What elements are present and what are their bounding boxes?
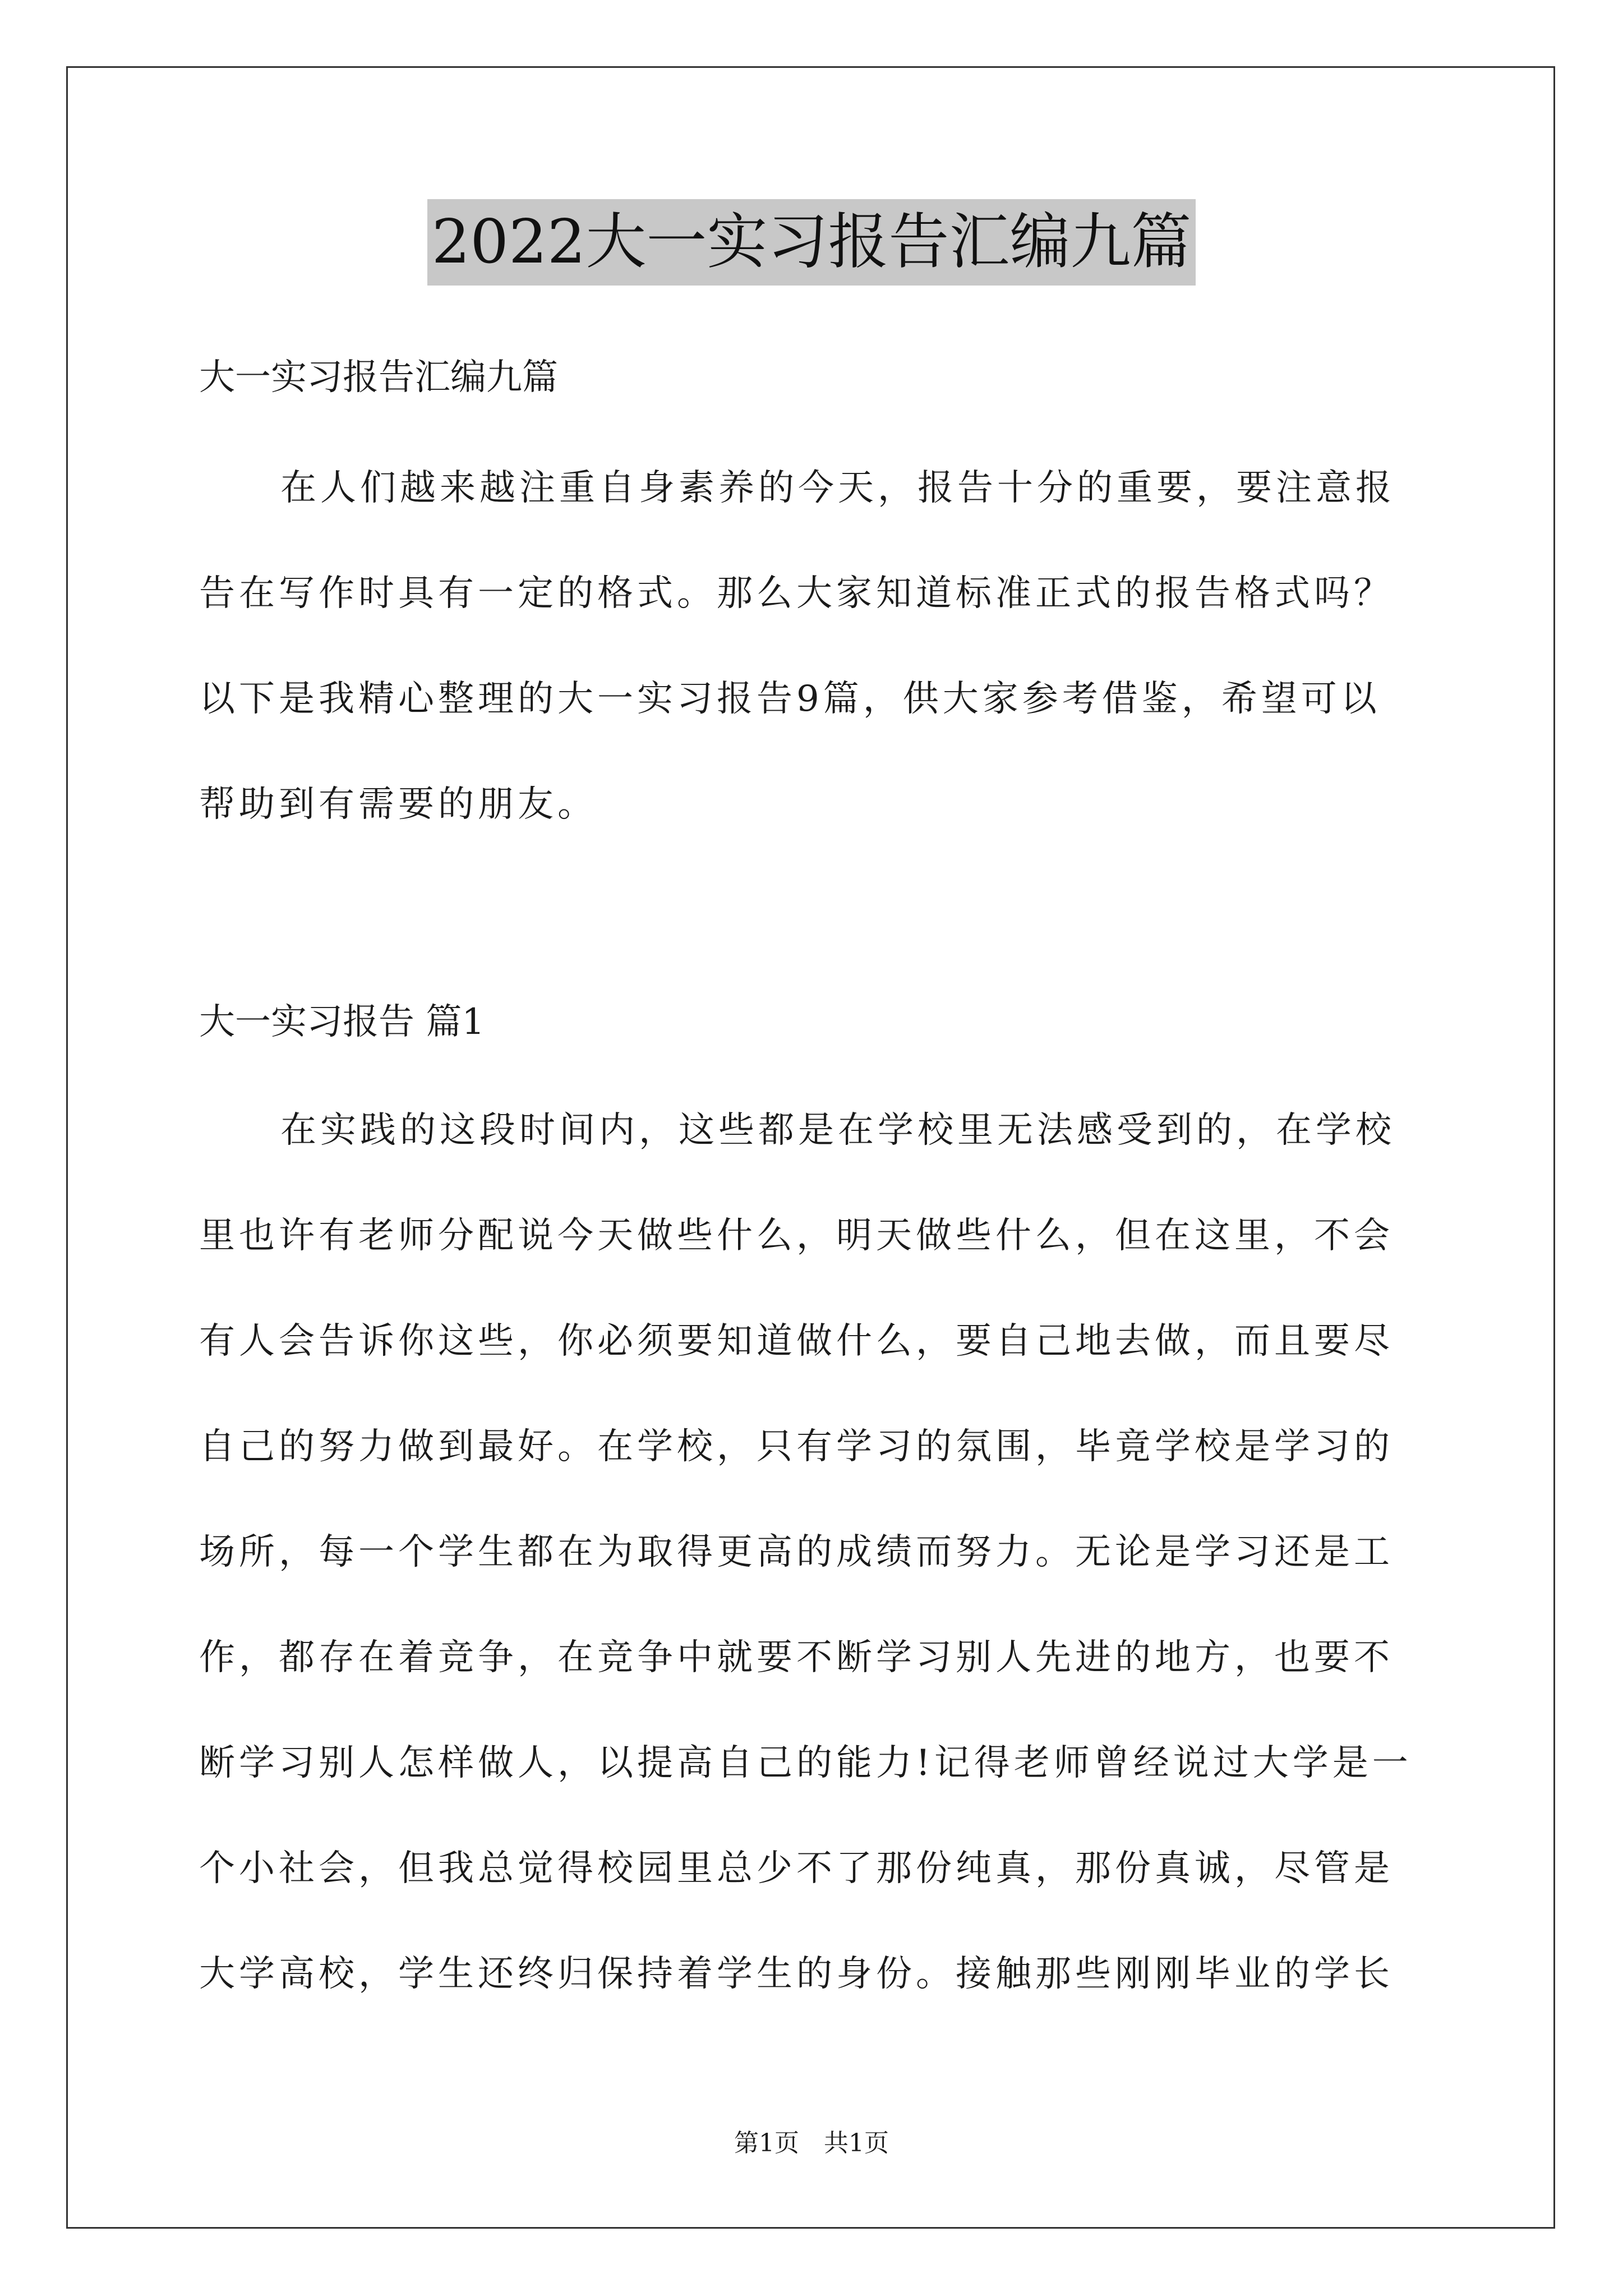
section-line: 作，都存在着竞争，在竞争中就要不断学习别人先进的地方，也要不 (199, 1637, 1394, 1678)
section-line: 自己的努力做到最好。在学校，只有学习的氛围，毕竟学校是学习的 (199, 1426, 1394, 1467)
intro-line: 告在写作时具有一定的格式。那么大家知道标准正式的报告格式吗？ (199, 573, 1394, 614)
section-line: 有人会告诉你这些，你必须要知道做什么，要自己地去做，而且要尽 (199, 1320, 1394, 1362)
page-footer: 第1页 共1页 (734, 2129, 889, 2157)
title-container (0, 199, 1623, 286)
section-line: 里也许有老师分配说今天做些什么，明天做些什么，但在这里，不会 (199, 1215, 1394, 1257)
section-line: 断学习别人怎样做人，以提高自己的能力!记得老师曾经说过大学是一 (199, 1742, 1412, 1784)
section-heading: 大一实习报告 篇1 (199, 1001, 485, 1043)
section-line: 大学高校，学生还终归保持着学生的身份。接触那些刚刚毕业的学长 (199, 1953, 1394, 1995)
document-title: 2022大一实习报告汇编九篇 (427, 199, 1196, 286)
section-line: 在实践的这段时间内，这些都是在学校里无法感受到的，在学校 (280, 1110, 1395, 1151)
document-subtitle: 大一实习报告汇编九篇 (199, 357, 558, 398)
intro-line: 帮助到有需要的朋友。 (199, 784, 597, 825)
intro-line: 在人们越来越注重自身素养的今天，报告十分的重要，要注意报 (280, 467, 1395, 509)
intro-line: 以下是我精心整理的大一实习报告9篇，供大家参考借鉴，希望可以 (199, 678, 1381, 720)
section-line: 个小社会，但我总觉得校园里总少不了那份纯真，那份真诚，尽管是 (199, 1848, 1394, 1889)
section-line: 场所，每一个学生都在为取得更高的成绩而努力。无论是学习还是工 (199, 1531, 1394, 1573)
